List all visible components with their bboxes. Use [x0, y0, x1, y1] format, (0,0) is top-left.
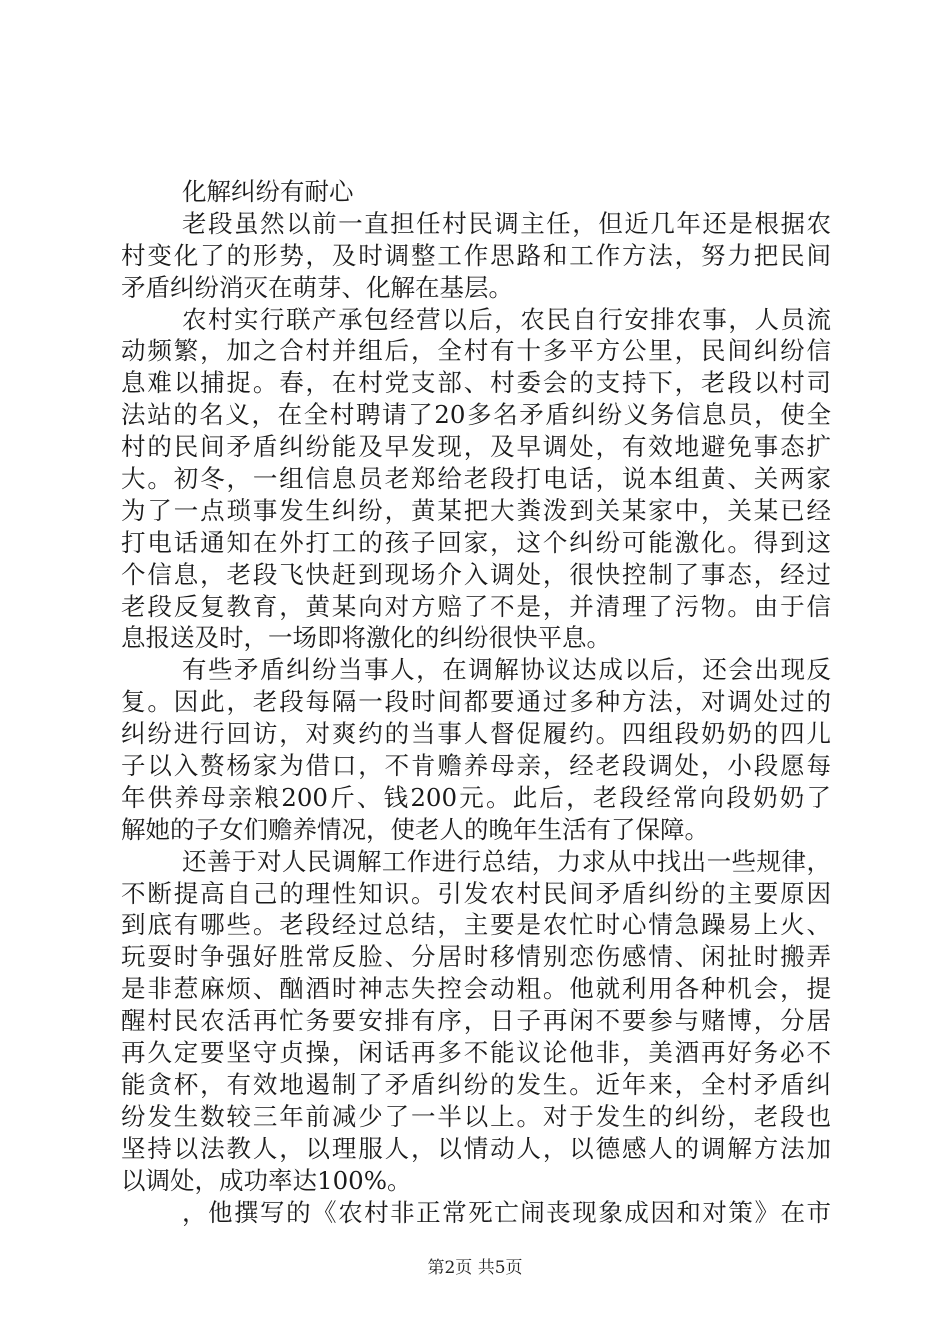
- text-line: 子以入赘杨家为借口，不肯赡养母亲，经老段调处，小段愿每: [121, 751, 831, 781]
- text-line: 矛盾纠纷消灭在萌芽、化解在基层。: [121, 272, 513, 302]
- text-line: 以调处，成功率达100%。: [121, 1165, 412, 1195]
- text-line: 大。初冬，一组信息员老郑给老段打电话，说本组黄、关两家: [121, 464, 831, 494]
- text-line: 复。因此，老段每隔一段时间都要通过多种方法，对调处过的: [121, 687, 831, 717]
- text-line: 动频繁，加之合村并组后，全村有十多平方公里，民间纠纷信: [121, 336, 831, 366]
- text-line: 法站的名义，在全村聘请了20多名矛盾纠纷义务信息员，使全: [121, 400, 831, 430]
- text-line: 年供养母亲粮200斤、钱200元。此后，老段经常向段奶奶了: [121, 782, 831, 812]
- text-line: 不断提高自己的理性知识。引发农村民间矛盾纠纷的主要原因: [121, 878, 831, 908]
- text-line: 化解纠纷有耐心: [182, 177, 354, 206]
- text-line: 村的民间矛盾纠纷能及早发现，及早调处，有效地避免事态扩: [121, 432, 831, 462]
- text-line: 老段反复教育，黄某向对方赔了不是，并清理了污物。由于信: [121, 591, 831, 621]
- text-line: 有些矛盾纠纷当事人，在调解协议达成以后，还会出现反: [182, 655, 831, 685]
- text-line: 农村实行联产承包经营以后，农民自行安排农事，人员流: [182, 304, 831, 334]
- text-line: 个信息，老段飞快赶到现场介入调处，很快控制了事态，经过: [121, 559, 831, 589]
- text-line: 解她的子女们赡养情况，使老人的晚年生活有了保障。: [121, 814, 709, 844]
- text-line: 能贪杯，有效地遏制了矛盾纠纷的发生。近年来，全村矛盾纠: [121, 1069, 831, 1099]
- text-line: 息报送及时，一场即将激化的纠纷很快平息。: [121, 623, 611, 653]
- text-line: 息难以捕捉。春，在村党支部、村委会的支持下，老段以村司: [121, 368, 831, 398]
- text-line: 老段虽然以前一直担任村民调主任，但近几年还是根据农: [182, 208, 831, 238]
- text-line: 玩耍时争强好胜常反脸、分居时移情别恋伤感情、闲扯时搬弄: [121, 942, 831, 972]
- text-line: 为了一点琐事发生纠纷，黄某把大粪泼到关某家中，关某已经: [121, 495, 831, 525]
- text-line: 打电话通知在外打工的孩子回家，这个纠纷可能激化。得到这: [121, 527, 831, 557]
- text-line: 到底有哪些。老段经过总结，主要是农忙时心情急躁易上火、: [121, 910, 831, 940]
- document-body: [121, 176, 831, 1228]
- text-line: ，他撰写的《农村非正常死亡闹丧现象成因和对策》在市: [182, 1197, 831, 1227]
- text-line: 是非惹麻烦、酗酒时神志失控会动粗。他就利用各种机会，提: [121, 974, 831, 1004]
- text-line: 村变化了的形势，及时调整工作思路和工作方法，努力把民间: [121, 240, 831, 270]
- text-line: 还善于对人民调解工作进行总结，力求从中找出一些规律，: [182, 846, 831, 876]
- text-line: 醒村民农活再忙务要安排有序，日子再闲不要参与赌博，分居: [121, 1006, 831, 1036]
- text-line: 纷发生数较三年前减少了一半以上。对于发生的纠纷，老段也: [121, 1101, 831, 1131]
- text-line: 纠纷进行回访，对爽约的当事人督促履约。四组段奶奶的四儿: [121, 719, 831, 749]
- text-line: 再久定要坚守贞操，闲话再多不能议论他非，美酒再好务必不: [121, 1038, 831, 1068]
- text-line: 坚持以法教人，以理服人，以情动人，以德感人的调解方法加: [121, 1133, 831, 1163]
- page-footer: 第2页 共5页: [427, 1258, 523, 1278]
